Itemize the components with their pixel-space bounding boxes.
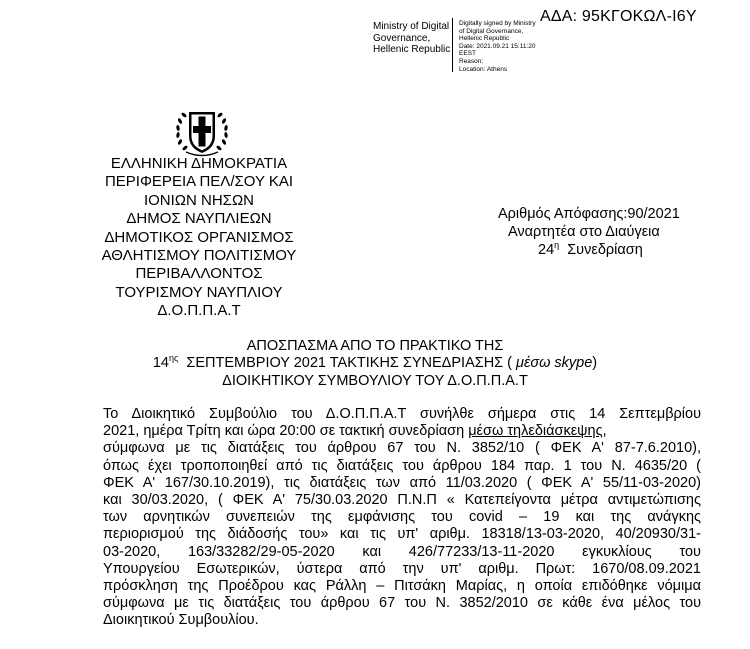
body-line: Υπουργείου Εσωτερικών, ύστερα από την υπ' αριθμ. Πρωτ: 1670/08.09.2021 bbox=[103, 560, 701, 577]
title-session-text: ΣΕΠΤΕΜΒΡΙΟΥ 2021 ΤΑΚΤΙΚΗΣ ΣΥΝΕΔΡΙΑΣΗΣ ( bbox=[186, 355, 517, 372]
authority-line: ΔΗΜΟΤΙΚΟΣ ΟΡΓΑΝΙΣΜΟΣ bbox=[104, 228, 294, 246]
title-line-2 bbox=[120, 355, 630, 372]
body-line bbox=[103, 423, 701, 440]
session-ordinal-suffix: η bbox=[554, 240, 560, 251]
body-line: και 30/03.2020, ( ΦΕΚ Α' 75/30.03.2020 Π.Ν.Π « Κατεπείγοντα μέτρα αντιμετώπισης bbox=[103, 491, 701, 508]
body-line: σύμφωνα με τις διατάξεις του άρθρου 67 του Ν. 3852/10 ( ΦΕΚ Α' 87-7.6.2010), bbox=[103, 440, 701, 457]
authority-line: Δ.Ο.Π.Π.Α.Τ bbox=[157, 302, 241, 320]
decision-info bbox=[498, 205, 718, 259]
body-line: Διοικητικού Συμβουλίου. bbox=[103, 612, 259, 629]
body-line: των αρνητικών συνεπειών της εμφάνισης του covid – 19 και της ανάγκης bbox=[103, 509, 701, 526]
session-label: Συνεδρίαση bbox=[567, 242, 643, 258]
body-line: όπως έχει τροποποιηθεί από τις διατάξεις του άρθρου 184 παρ. 1 του Ν. 4635/20 ( bbox=[103, 457, 701, 474]
body-line: 03-2020, 163/33282/29-05-2020 και 426/77233/13-11-2020 εγκυκλίους του bbox=[103, 543, 701, 560]
title-date-suffix: ης bbox=[169, 353, 179, 364]
signature-org-line: Hellenic Republic bbox=[373, 44, 451, 55]
title-line-1: ΑΠΟΣΠΑΣΜΑ ΑΠΟ ΤΟ ΠΡΑΚΤΙΚΟ ΤΗΣ bbox=[246, 338, 504, 354]
body-line: Το Διοικητικό Συμβούλιο του Δ.Ο.Π.Π.Α.Τ συνήλθε σήμερα στις 14 Σεπτεμβρίου bbox=[103, 406, 701, 422]
signature-detail-line: Location: Athens bbox=[459, 65, 508, 73]
session-number bbox=[498, 241, 718, 259]
signature-detail-line: Hellenic Republic bbox=[459, 35, 510, 43]
authority-line: ΙΟΝΙΩΝ ΝΗΣΩΝ bbox=[143, 191, 255, 209]
authority-line: ΑΘΛΗΤΙΣΜΟΥ ΠΟΛΙΤΙΣΜΟΥ bbox=[101, 247, 297, 265]
session-ordinal: 24 bbox=[538, 242, 555, 258]
signature-details bbox=[459, 20, 536, 73]
signature-divider bbox=[452, 18, 453, 72]
signature-detail-line: EEST bbox=[459, 50, 476, 58]
authority-line: ΔΗΜΟΣ ΝΑΥΠΛΙΕΩΝ bbox=[126, 210, 272, 228]
minutes-title bbox=[120, 338, 630, 390]
title-date-number: 14 bbox=[152, 355, 169, 372]
signature-detail-line: Digitally signed by Ministry bbox=[459, 20, 536, 27]
body-line: πρόσκληση της Προέδρου κας Ράλλη – Πιτσάκη Μαρίας, η οποία επιδόθηκε νόμιμα bbox=[103, 577, 701, 594]
decision-number: Αριθμός Απόφασης:90/2021 bbox=[498, 206, 680, 222]
signature-org-line: Ministry of Digital bbox=[373, 21, 450, 32]
authority-line: ΕΛΛΗΝΙΚΗ ΔΗΜΟΚΡΑΤΙΑ bbox=[110, 155, 288, 172]
body-line: περιορισμού της διάδοσής του» και τις υπ' αριθμ. 18318/13-03-2020, 40/20930/31- bbox=[103, 526, 701, 543]
teleconference-underlined: μέσω τηλεδιάσκεψης bbox=[468, 423, 603, 440]
authority-line: ΠΕΡΙΦΕΡΕΙΑ ΠΕΛ/ΣΟΥ ΚΑΙ bbox=[104, 173, 294, 191]
signature-org-line: Governance, bbox=[373, 32, 431, 44]
authority-line: ΤΟΥΡΙΣΜΟΥ ΝΑΥΠΛΙΟΥ bbox=[115, 283, 283, 301]
body-paragraph bbox=[103, 406, 701, 629]
body-line-2-end: , bbox=[602, 423, 607, 440]
signature-organization bbox=[373, 21, 450, 56]
greek-coat-of-arms-icon bbox=[172, 102, 232, 162]
title-line-3: ΔΙΟΙΚΗΤΙΚΟΥ ΣΥΜΒΟΥΛΙΟΥ ΤΟΥ Δ.Ο.Π.Π.Α.Τ bbox=[222, 372, 528, 389]
signature-detail-line: Date: 2021.09.21 15:11:20 bbox=[459, 42, 536, 50]
authority-block bbox=[72, 155, 326, 321]
posting-note: Αναρτητέα στο Διαύγεια bbox=[508, 224, 660, 240]
body-line: σύμφωνα με τις διατάξεις του άρθρου 67 του Ν. 3852/2010 σε κάθε ένα μέλος του bbox=[103, 595, 701, 612]
title-close-paren: ) bbox=[592, 355, 598, 372]
ada-code: ΑΔΑ: 95ΚΓΟΚΩΛ-Ι6Υ bbox=[540, 8, 697, 25]
body-line-2-start: 2021, ημέρα Τρίτη και ώρα 20:00 σε τακτική συνεδρίαση bbox=[103, 423, 469, 440]
title-meeting-mode: μέσω skype bbox=[516, 355, 593, 372]
authority-line: ΠΕΡΙΒΑΛΛΟΝΤΟΣ bbox=[135, 265, 263, 283]
signature-detail-line: of Digital Governance, bbox=[459, 27, 524, 35]
signature-detail-line: Reason: bbox=[459, 57, 484, 65]
body-line: ΦΕΚ Α' 167/30.10.2019), τις διατάξεις των από 11/03.2020 ( ΦΕΚ Α' 55/11-03-2020) bbox=[103, 474, 701, 491]
